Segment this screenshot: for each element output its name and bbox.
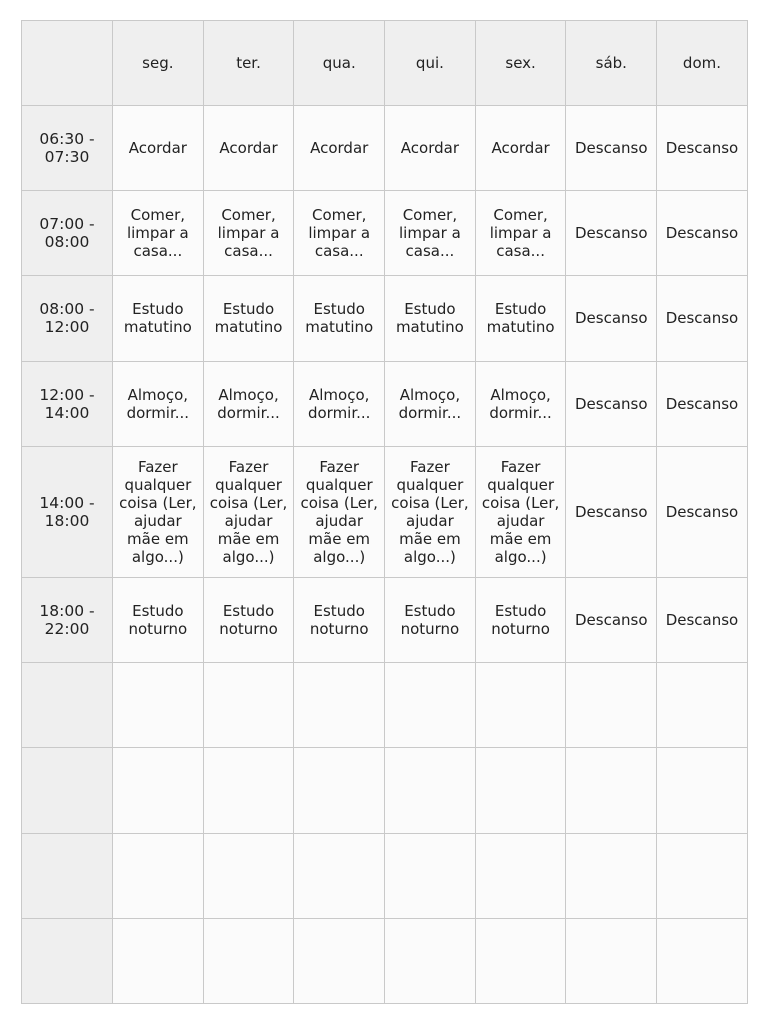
day-header-dom: dom.	[657, 21, 748, 106]
schedule-row-empty	[22, 918, 748, 1003]
schedule-row	[22, 446, 748, 577]
schedule-cell[interactable]	[385, 833, 476, 918]
schedule-cell[interactable]: Descanso	[657, 276, 748, 361]
schedule-cell[interactable]	[294, 918, 385, 1003]
schedule-cell[interactable]: Almoço, dormir...	[294, 361, 385, 446]
schedule-row-empty	[22, 833, 748, 918]
schedule-cell[interactable]	[294, 748, 385, 833]
time-slot-cell[interactable]	[22, 833, 113, 918]
schedule-cell[interactable]	[475, 918, 566, 1003]
day-header-qui: qui.	[385, 21, 476, 106]
schedule-cell[interactable]: Estudo matutino	[385, 276, 476, 361]
schedule-cell[interactable]: Descanso	[657, 361, 748, 446]
schedule-cell[interactable]	[203, 663, 294, 748]
day-header-ter: ter.	[203, 21, 294, 106]
schedule-row	[22, 578, 748, 663]
schedule-cell[interactable]	[113, 748, 204, 833]
schedule-cell[interactable]: Fazer qualquer coisa (Ler, ajudar mãe em algo...)	[385, 446, 476, 577]
schedule-cell[interactable]: Fazer qualquer coisa (Ler, ajudar mãe em algo...)	[113, 446, 204, 577]
schedule-cell[interactable]	[385, 918, 476, 1003]
schedule-cell[interactable]: Descanso	[566, 361, 657, 446]
schedule-cell[interactable]	[475, 833, 566, 918]
time-slot-cell[interactable]	[22, 918, 113, 1003]
schedule-cell[interactable]: Descanso	[566, 191, 657, 276]
schedule-cell[interactable]: Almoço, dormir...	[385, 361, 476, 446]
schedule-cell[interactable]	[566, 833, 657, 918]
schedule-row	[22, 191, 748, 276]
schedule-cell[interactable]: Estudo matutino	[113, 276, 204, 361]
schedule-cell[interactable]	[566, 748, 657, 833]
day-header-seg: seg.	[113, 21, 204, 106]
schedule-cell[interactable]: Fazer qualquer coisa (Ler, ajudar mãe em algo...)	[475, 446, 566, 577]
schedule-cell[interactable]	[294, 663, 385, 748]
schedule-cell[interactable]: Descanso	[657, 191, 748, 276]
day-header-sex: sex.	[475, 21, 566, 106]
schedule-cell[interactable]: Acordar	[203, 106, 294, 191]
schedule-row	[22, 361, 748, 446]
schedule-cell[interactable]	[657, 833, 748, 918]
time-slot-cell: 07:00 - 08:00	[22, 191, 113, 276]
schedule-cell[interactable]	[113, 663, 204, 748]
schedule-cell[interactable]	[475, 663, 566, 748]
schedule-cell[interactable]: Comer, limpar a casa...	[294, 191, 385, 276]
schedule-cell[interactable]: Estudo matutino	[294, 276, 385, 361]
schedule-cell[interactable]	[657, 748, 748, 833]
schedule-cell[interactable]: Acordar	[385, 106, 476, 191]
schedule-cell[interactable]	[385, 748, 476, 833]
time-slot-cell[interactable]	[22, 748, 113, 833]
schedule-cell[interactable]	[203, 748, 294, 833]
schedule-cell[interactable]	[475, 748, 566, 833]
schedule-row-empty	[22, 663, 748, 748]
schedule-cell[interactable]	[657, 918, 748, 1003]
schedule-cell[interactable]: Descanso	[566, 446, 657, 577]
time-slot-cell: 12:00 - 14:00	[22, 361, 113, 446]
schedule-cell[interactable]: Almoço, dormir...	[113, 361, 204, 446]
schedule-cell[interactable]: Acordar	[113, 106, 204, 191]
schedule-cell[interactable]	[566, 918, 657, 1003]
time-slot-cell: 18:00 - 22:00	[22, 578, 113, 663]
schedule-cell[interactable]: Descanso	[657, 578, 748, 663]
schedule-row	[22, 106, 748, 191]
schedule-cell[interactable]: Fazer qualquer coisa (Ler, ajudar mãe em algo...)	[203, 446, 294, 577]
schedule-cell[interactable]: Almoço, dormir...	[203, 361, 294, 446]
schedule-cell[interactable]	[203, 833, 294, 918]
schedule-cell[interactable]: Comer, limpar a casa...	[475, 191, 566, 276]
schedule-cell[interactable]: Acordar	[475, 106, 566, 191]
schedule-cell[interactable]: Comer, limpar a casa...	[385, 191, 476, 276]
header-row	[22, 21, 748, 106]
schedule-row-empty	[22, 748, 748, 833]
time-slot-cell: 06:30 - 07:30	[22, 106, 113, 191]
day-header-sab: sáb.	[566, 21, 657, 106]
day-header-qua: qua.	[294, 21, 385, 106]
time-slot-cell: 14:00 - 18:00	[22, 446, 113, 577]
schedule-cell[interactable]: Estudo noturno	[113, 578, 204, 663]
schedule-cell[interactable]: Descanso	[566, 276, 657, 361]
schedule-cell[interactable]: Estudo matutino	[475, 276, 566, 361]
schedule-cell[interactable]: Estudo noturno	[203, 578, 294, 663]
weekly-schedule-table	[21, 20, 748, 1004]
schedule-cell[interactable]: Estudo noturno	[385, 578, 476, 663]
schedule-cell[interactable]: Comer, limpar a casa...	[203, 191, 294, 276]
time-slot-cell[interactable]	[22, 663, 113, 748]
schedule-cell[interactable]: Descanso	[566, 578, 657, 663]
schedule-cell[interactable]: Descanso	[566, 106, 657, 191]
schedule-cell[interactable]	[113, 833, 204, 918]
schedule-row	[22, 276, 748, 361]
time-slot-cell: 08:00 - 12:00	[22, 276, 113, 361]
schedule-cell[interactable]: Descanso	[657, 446, 748, 577]
schedule-cell[interactable]	[203, 918, 294, 1003]
schedule-cell[interactable]	[566, 663, 657, 748]
schedule-cell[interactable]: Estudo noturno	[475, 578, 566, 663]
schedule-cell[interactable]: Estudo matutino	[203, 276, 294, 361]
schedule-cell[interactable]: Fazer qualquer coisa (Ler, ajudar mãe em algo...)	[294, 446, 385, 577]
schedule-cell[interactable]: Comer, limpar a casa...	[113, 191, 204, 276]
schedule-cell[interactable]: Estudo noturno	[294, 578, 385, 663]
schedule-cell[interactable]	[385, 663, 476, 748]
schedule-cell[interactable]: Almoço, dormir...	[475, 361, 566, 446]
schedule-cell[interactable]: Descanso	[657, 106, 748, 191]
schedule-cell[interactable]	[657, 663, 748, 748]
corner-cell	[22, 21, 113, 106]
schedule-cell[interactable]: Acordar	[294, 106, 385, 191]
schedule-cell[interactable]	[294, 833, 385, 918]
schedule-cell[interactable]	[113, 918, 204, 1003]
